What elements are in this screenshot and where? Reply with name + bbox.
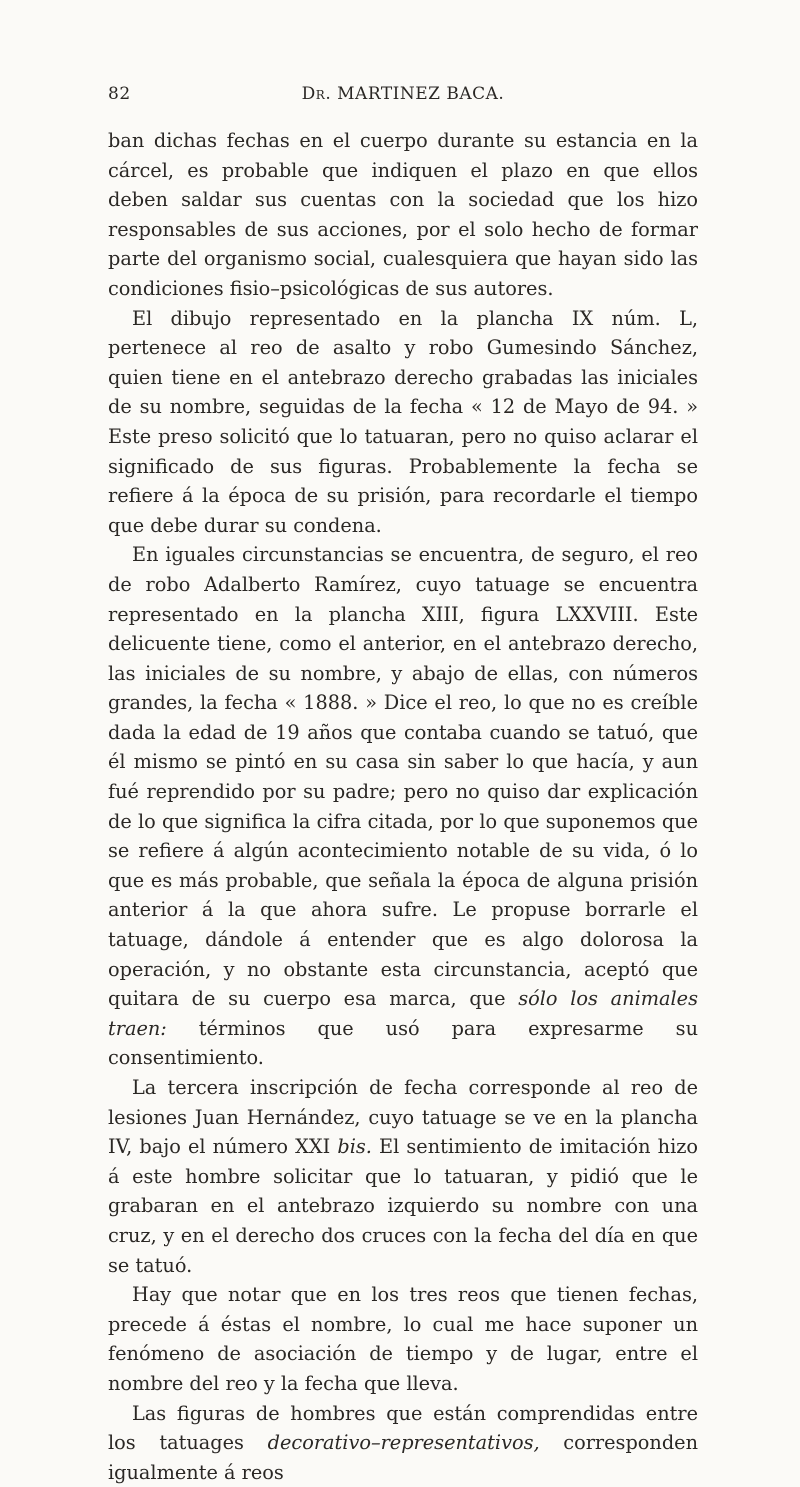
running-head: Dr. MARTINEZ BACA.	[301, 84, 505, 104]
paragraph-text: ban dichas fechas en el cuerpo durante su estancia en la cárcel, es probable que indiquen el plazo en que ellos deben saldar sus cuentas con la sociedad que los hizo responsables de sus acciones, por el solo hecho de formar parte del organismo social, cualesquiera que hayan sido las condiciones fisio–psicológicas de sus autores.	[108, 129, 698, 300]
paragraph-text: El sentimiento de imitación hizo á este hombre solicitar que lo tatuaran, y pidió que le grabaran en el antebrazo izquierdo su nombre con una cruz, y en el derecho dos cruces con la fecha del día en que se tatuó.	[108, 1135, 698, 1277]
italic-quote: sólo los animales traen:	[108, 987, 698, 1040]
paragraph-text: términos que usó para expresarme su consentimiento.	[108, 1016, 698, 1070]
paragraph-3	[108, 540, 698, 1073]
paragraph-5	[108, 1280, 698, 1398]
italic-term: bis.	[337, 1135, 372, 1159]
paragraph-6	[108, 1399, 698, 1487]
paragraph-2	[108, 304, 698, 541]
paragraph-1	[108, 126, 698, 304]
paragraph-text: corresponden igualmente á reos	[108, 1431, 698, 1484]
paragraph-text: El dibujo representado en la plancha IX núm. L, pertenece al reo de asalto y robo Gumesindo Sánchez, quien tiene en el antebrazo derecho grabadas las iniciales de su nombre, seguidas de la fecha « 12 de Mayo de 94. » Este preso solicitó que lo tatuaran, pero no quiso aclarar el significado de sus figuras. Probablemente la fecha se refiere á la época de su prisión, para recordarle el tiempo que debe durar su condena.	[108, 306, 698, 537]
body-text	[108, 126, 698, 1487]
paragraph-text: En iguales circunstancias se encuentra, de seguro, el reo de robo Adalberto Ramírez, cuyo tatuage se encuentra representado en la plancha XIII, figura LXXVIII. Este delicuente tiene, como el anterior, en el antebrazo derecho, las iniciales de su nombre, y abajo de ellas, con números grandes, la fecha « 1888. » Dice el reo, lo que no es creíble dada la edad de 19 años que contaba cuando se tatuó, que él mismo se pintó en su casa sin saber lo que hacía, y aun fué reprendido por su padre; pero no quiso dar explicación de lo que significa la cifra citada, por lo que suponemos que se refiere á algún acontecimiento notable de su vida, ó lo que es más probable, que señala la época de alguna prisión anterior á la que ahora sufre. Le propuse borrarle el tatuage, dándole á entender que es algo dolorosa la operación, y no obstante esta circunstancia, aceptó que quitara de su cuerpo esa marca, que	[108, 543, 698, 1011]
paragraph-text: La tercera inscripción de fecha corresponde al reo de lesiones Juan Hernández, cuyo tatuage se ve en la plancha IV, bajo el número XXI	[108, 1076, 698, 1159]
paragraph-text: Las figuras de hombres que están comprendidas entre los tatuages	[108, 1401, 698, 1455]
page-number: 82	[108, 84, 131, 104]
paragraph-4	[108, 1073, 698, 1280]
italic-term: decorativo–representativos,	[267, 1431, 540, 1455]
page-header	[108, 84, 698, 110]
paragraph-text: Hay que notar que en los tres reos que tienen fechas, precede á éstas el nombre, lo cual me hace suponer un fenómeno de asociación de tiempo y de lugar, entre el nombre del reo y la fecha que lleva.	[108, 1283, 698, 1395]
